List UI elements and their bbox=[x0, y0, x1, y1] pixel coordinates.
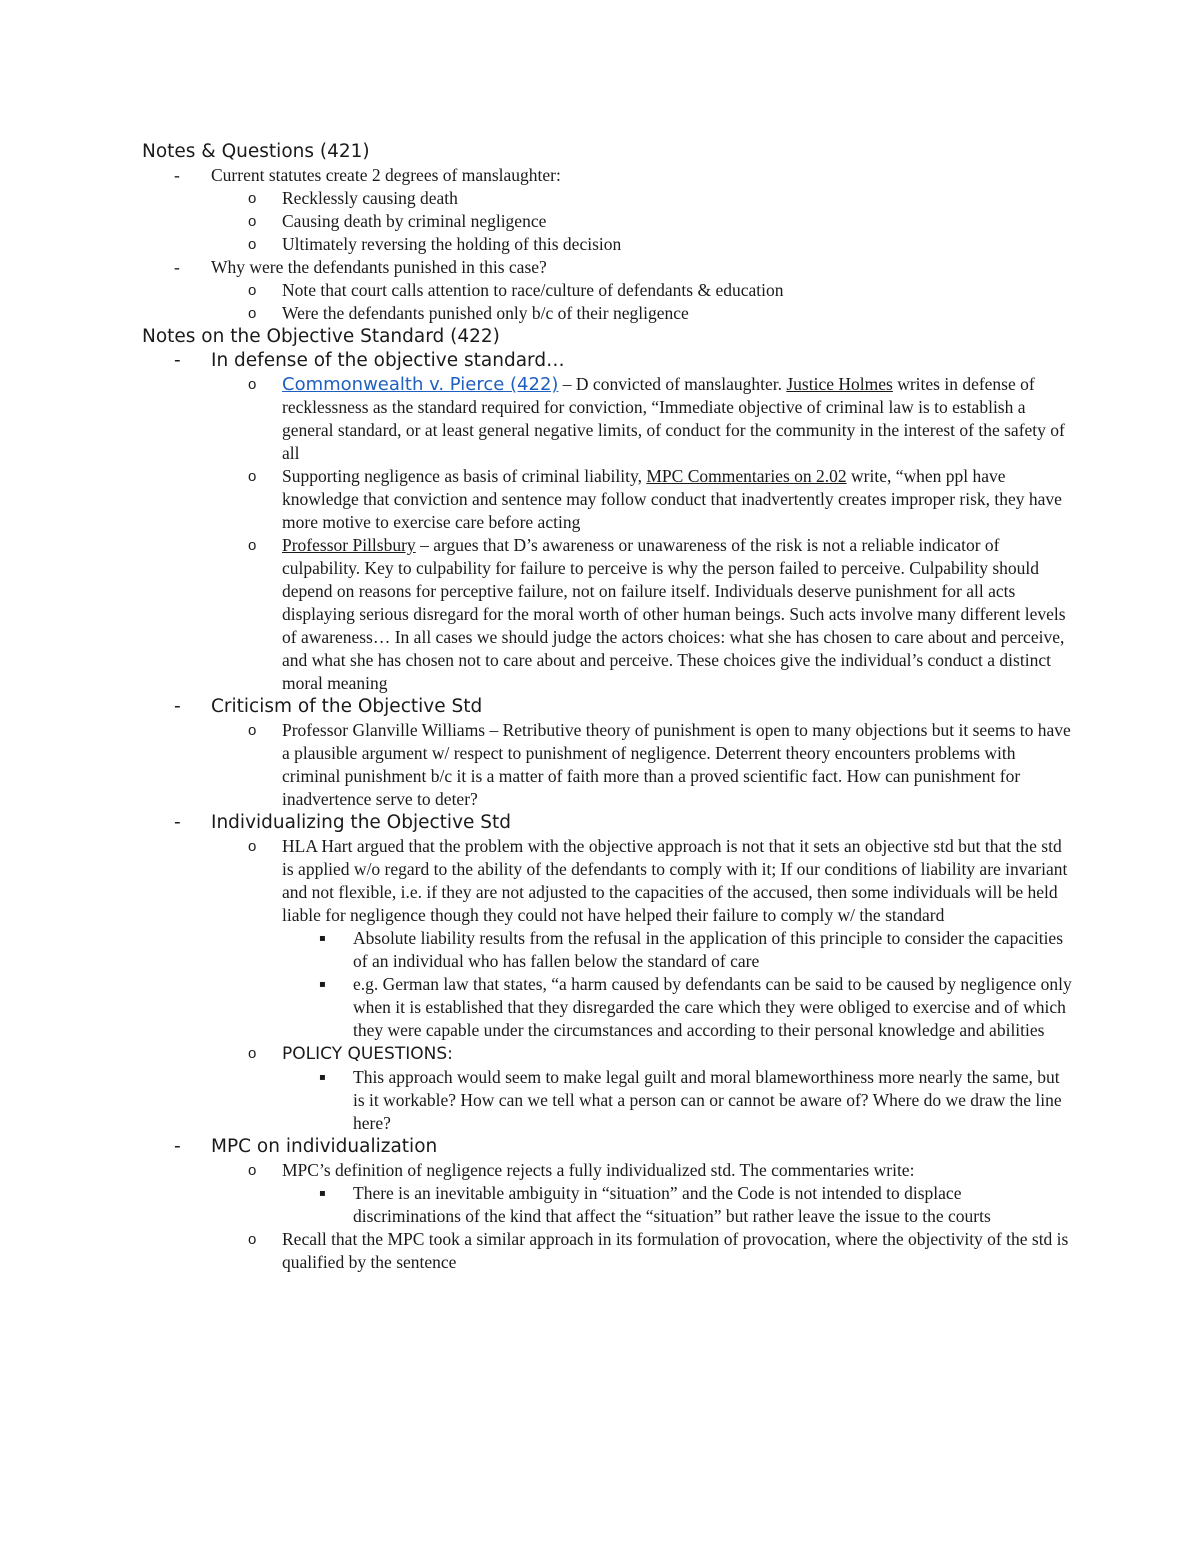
list-item-text: Why were the defendants punished in this case? bbox=[211, 257, 547, 277]
square-bullet: ▪ bbox=[319, 979, 326, 990]
list-item bbox=[142, 164, 1072, 187]
list-item-text: Absolute liability results from the refusal in the application of this principle to consider the capacities of an individual who has fallen below the standard of care bbox=[353, 928, 1064, 971]
document-page bbox=[142, 140, 1072, 1274]
list-item-hart bbox=[142, 835, 1072, 927]
list-item bbox=[142, 1159, 1072, 1182]
pillsbury-argument: – argues that D’s awareness or unawareness of the risk is not a reliable indicator of culpability. Key to culpability for failure to perceive is why the person failed to perceive. Culpability should depend on reasons for perceptive failure, not on failure itself. Individuals deserve punishment for all acts displaying serious disregard for the moral worth of other human beings. Such acts involve many different levels of awareness… In all cases we should judge the actors choices: what she has chosen to care about and perceive, and what she has chosen not to care about and perceive. These choices give the individual’s conduct a distinct moral meaning bbox=[282, 535, 1066, 693]
list-item bbox=[142, 1042, 1072, 1066]
list-item-text: This approach would seem to make legal guilt and moral blameworthiness more nearly the same, but is it workable? How can we tell what a person can or cannot be aware of? Where do we draw the line here? bbox=[353, 1067, 1062, 1133]
dash-bullet: - bbox=[174, 350, 181, 371]
list-item bbox=[142, 1228, 1072, 1274]
professor-pillsbury-ref: Professor Pillsbury bbox=[282, 535, 416, 555]
list-item bbox=[142, 256, 1072, 279]
subsection-title: MPC on individualization bbox=[211, 1136, 438, 1157]
circle-bullet: o bbox=[248, 236, 257, 253]
list-item-text: HLA Hart argued that the problem with the objective approach is not that it sets an objective std but that the std is applied w/o regard to the ability of the defendants to comply with it; If our conditions of liability are invariant and not flexible, i.e. if they are not adjusted to the capacities of the accused, then some individuals will be held liable for negligence though they could not have helped their failure to comply w/ the standard bbox=[282, 836, 1068, 925]
circle-bullet: o bbox=[248, 1045, 257, 1062]
list-item bbox=[142, 187, 1072, 210]
square-bullet: ▪ bbox=[319, 1072, 326, 1083]
dash-bullet: - bbox=[174, 812, 181, 833]
list-item-text: Ultimately reversing the holding of this decision bbox=[282, 234, 622, 254]
subsection-heading bbox=[142, 349, 1072, 373]
mpc-commentaries-ref: MPC Commentaries on 2.02 bbox=[646, 466, 847, 486]
subsection-heading bbox=[142, 811, 1072, 835]
square-bullet: ▪ bbox=[319, 1188, 326, 1199]
subsection-title: In defense of the objective standard… bbox=[211, 350, 565, 371]
dash-bullet: - bbox=[174, 165, 180, 185]
circle-bullet: o bbox=[248, 213, 257, 230]
list-item bbox=[142, 210, 1072, 233]
list-item-text: e.g. German law that states, “a harm caused by defendants can be said to be caused by negligence only when it is established that they disregarded the care which they were obliged to exercise and of which they were capable under the circumstances and according to their personal knowledge and abilities bbox=[353, 974, 1072, 1040]
mpc-quote: write, “when ppl have knowledge that conviction and sentence may follow conduct that inadvertently creates improper risk, they have more motive to exercise care before acting bbox=[282, 466, 1062, 532]
dash-bullet: - bbox=[174, 257, 180, 277]
dash-bullet: - bbox=[174, 1136, 181, 1157]
section-heading-objective-standard: Notes on the Objective Standard (422) bbox=[142, 326, 500, 347]
list-item-text: Recklessly causing death bbox=[282, 188, 458, 208]
mpc-intro: Supporting negligence as basis of criminal liability, bbox=[282, 466, 647, 486]
subsection-heading bbox=[142, 695, 1072, 719]
list-item-pierce bbox=[142, 373, 1072, 465]
list-item-text: MPC’s definition of negligence rejects a fully individualized std. The commentaries write: bbox=[282, 1160, 915, 1180]
subsection-heading bbox=[142, 1135, 1072, 1159]
subsection-title: Individualizing the Objective Std bbox=[211, 812, 512, 833]
circle-bullet: o bbox=[248, 468, 257, 485]
list-item-text: Note that court calls attention to race/culture of defendants & education bbox=[282, 280, 784, 300]
list-item bbox=[142, 279, 1072, 302]
circle-bullet: o bbox=[248, 537, 257, 554]
policy-questions-label: POLICY QUESTIONS: bbox=[282, 1044, 453, 1064]
circle-bullet: o bbox=[248, 1231, 257, 1248]
list-item bbox=[142, 1182, 1072, 1228]
list-item bbox=[142, 302, 1072, 325]
list-item bbox=[142, 973, 1072, 1042]
pierce-quote: writes in defense of recklessness as the standard required for conviction, “Immediate objective of criminal law is to establish a general standard, or at least general negative limits, of conduct for the community in the interest of the safety of all bbox=[282, 374, 1065, 463]
circle-bullet: o bbox=[248, 190, 257, 207]
circle-bullet: o bbox=[248, 305, 257, 322]
square-bullet: ▪ bbox=[319, 933, 326, 944]
pierce-summary: – D convicted of manslaughter. bbox=[558, 374, 787, 394]
circle-bullet: o bbox=[248, 722, 257, 739]
circle-bullet: o bbox=[248, 1162, 257, 1179]
list-item-williams bbox=[142, 719, 1072, 811]
circle-bullet: o bbox=[248, 282, 257, 299]
list-item-mpc-commentaries bbox=[142, 465, 1072, 534]
list-item bbox=[142, 1066, 1072, 1135]
list-item-text: There is an inevitable ambiguity in “situation” and the Code is not intended to displace discriminations of the kind that affect the “situation” but rather leave the issue to the courts bbox=[353, 1183, 991, 1226]
circle-bullet: o bbox=[248, 376, 257, 393]
list-item bbox=[142, 927, 1072, 973]
dash-bullet: - bbox=[174, 696, 181, 717]
list-item-text: Current statutes create 2 degrees of manslaughter: bbox=[211, 165, 561, 185]
list-item bbox=[142, 233, 1072, 256]
subsection-title: Criticism of the Objective Std bbox=[211, 696, 483, 717]
circle-bullet: o bbox=[248, 838, 257, 855]
case-link-commonwealth-v-pierce[interactable]: Commonwealth v. Pierce (422) bbox=[282, 374, 559, 395]
list-item-text: Causing death by criminal negligence bbox=[282, 211, 547, 231]
list-item-text: Recall that the MPC took a similar approach in its formulation of provocation, where the objectivity of the std is qualified by the sentence bbox=[282, 1229, 1069, 1272]
list-item-text: Were the defendants punished only b/c of their negligence bbox=[282, 303, 689, 323]
justice-holmes-ref: Justice Holmes bbox=[786, 374, 893, 394]
section-heading-notes-questions: Notes & Questions (421) bbox=[142, 141, 370, 162]
list-item-pillsbury bbox=[142, 534, 1072, 695]
list-item-text: Professor Glanville Williams – Retributive theory of punishment is open to many objections but it seems to have a plausible argument w/ respect to punishment of negligence. Deterrent theory encounters problems with criminal punishment b/c it is a matter of faith more than a proved scientific fact. How can punishment for inadvertence serve to deter? bbox=[282, 720, 1071, 809]
